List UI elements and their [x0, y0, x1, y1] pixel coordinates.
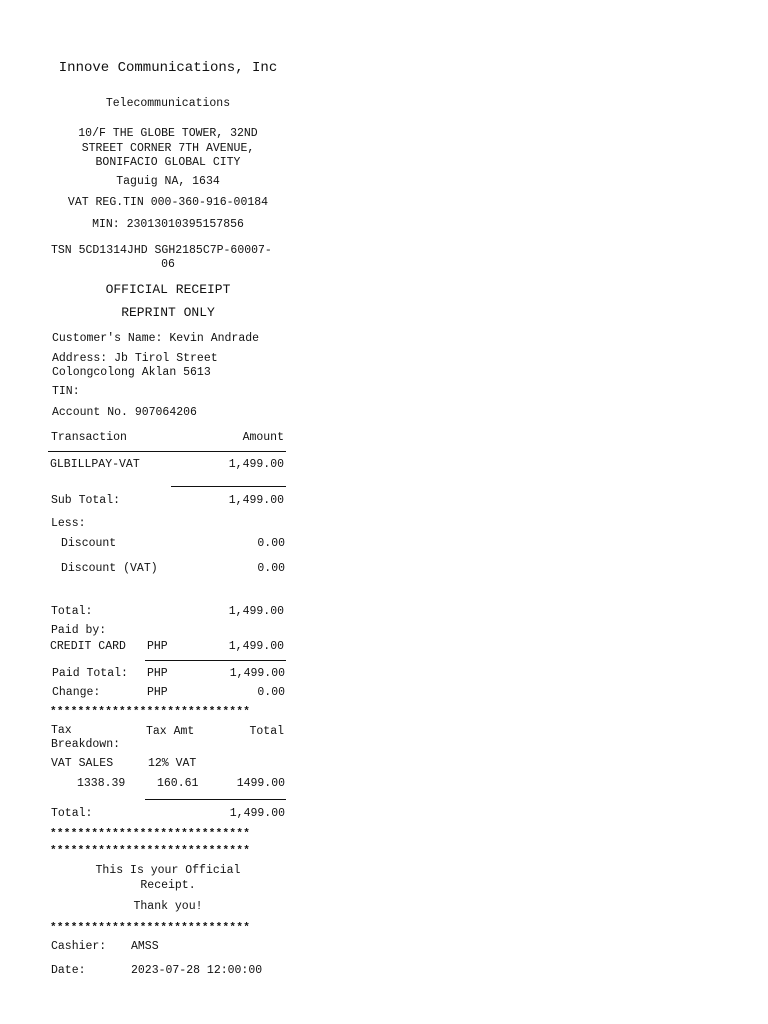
- address-line-2: STREET CORNER 7TH AVENUE,: [81, 142, 255, 155]
- company-name: Innove Communications, Inc: [58, 60, 278, 76]
- footer-message-1: This Is your Official: [95, 864, 241, 877]
- subtotal-label: Sub Total:: [51, 494, 121, 507]
- less-label: Less:: [51, 517, 86, 530]
- vat-tax-amount: 160.61: [157, 777, 199, 790]
- star-separator: *****************************: [50, 845, 251, 857]
- address-line-3: BONIFACIO GLOBAL CITY: [95, 156, 241, 169]
- customer-address-2: Colongcolong Aklan 5613: [52, 366, 211, 379]
- tax-total-amount: 1,499.00: [229, 807, 285, 820]
- paid-total-amount: 1,499.00: [229, 667, 285, 680]
- discount-vat-label: Discount (VAT): [61, 562, 158, 575]
- divider: [145, 799, 286, 800]
- city-line: Taguig NA, 1634: [116, 175, 220, 188]
- customer-address-1: Address: Jb Tirol Street: [52, 352, 218, 365]
- vat-rate: 12% VAT: [148, 757, 197, 770]
- date-label: Date:: [51, 964, 86, 977]
- vat-total: 1499.00: [236, 777, 285, 790]
- cashier-label: Cashier:: [51, 940, 107, 953]
- tax-header-1b: Breakdown:: [51, 738, 121, 751]
- footer-message-2: Receipt.: [140, 879, 196, 892]
- vat-base: 1338.39: [77, 777, 126, 790]
- change-label: Change:: [52, 686, 101, 699]
- tax-header-3: Total: [249, 725, 284, 738]
- cashier-value: AMSS: [131, 940, 159, 953]
- vat-reg-tin: VAT REG.TIN 000-360-916-00184: [67, 196, 269, 209]
- company-type: Telecommunications: [105, 97, 231, 110]
- thank-you: Thank you!: [133, 900, 203, 913]
- paid-total-label: Paid Total:: [52, 667, 128, 680]
- account-number: Account No. 907064206: [52, 406, 197, 419]
- change-amount: 0.00: [257, 686, 285, 699]
- payment-amount: 1,499.00: [228, 640, 284, 653]
- discount-label: Discount: [61, 537, 117, 550]
- subtotal-amount: 1,499.00: [228, 494, 284, 507]
- paid-by-label: Paid by:: [51, 624, 107, 637]
- min-number: MIN: 23013010395157856: [92, 218, 244, 231]
- transaction-row-label: GLBILLPAY-VAT: [50, 458, 140, 471]
- star-separator: *****************************: [50, 828, 251, 840]
- vat-sales-label: VAT SALES: [51, 757, 114, 770]
- date-value: 2023-07-28 12:00:00: [131, 964, 263, 977]
- paid-total-currency: PHP: [147, 667, 168, 680]
- discount-amount: 0.00: [257, 537, 285, 550]
- transaction-row-amount: 1,499.00: [228, 458, 284, 471]
- star-separator: *****************************: [50, 706, 251, 718]
- tax-header-1: Tax: [51, 724, 72, 737]
- divider: [48, 451, 286, 452]
- address-line-1: 10/F THE GLOBE TOWER, 32ND: [78, 127, 258, 140]
- amount-header: Amount: [242, 431, 284, 444]
- customer-tin: TIN:: [52, 385, 80, 398]
- discount-vat-amount: 0.00: [257, 562, 285, 575]
- transaction-header: Transaction: [51, 431, 127, 444]
- total-amount: 1,499.00: [228, 605, 284, 618]
- total-label: Total:: [51, 605, 93, 618]
- tax-header-2: Tax Amt: [146, 725, 195, 738]
- receipt-title: OFFICIAL RECEIPT: [105, 282, 231, 297]
- payment-method: CREDIT CARD: [50, 640, 126, 653]
- divider: [171, 486, 286, 487]
- tax-total-label: Total:: [51, 807, 93, 820]
- customer-name: Customer's Name: Kevin Andrade: [52, 332, 260, 345]
- divider: [145, 660, 286, 661]
- tsn-line-2: 06: [161, 258, 175, 271]
- payment-currency: PHP: [147, 640, 168, 653]
- receipt-subtitle: REPRINT ONLY: [121, 305, 215, 320]
- star-separator: *****************************: [50, 922, 251, 934]
- tsn-line-1: TSN 5CD1314JHD SGH2185C7P-60007-: [51, 244, 272, 257]
- change-currency: PHP: [147, 686, 168, 699]
